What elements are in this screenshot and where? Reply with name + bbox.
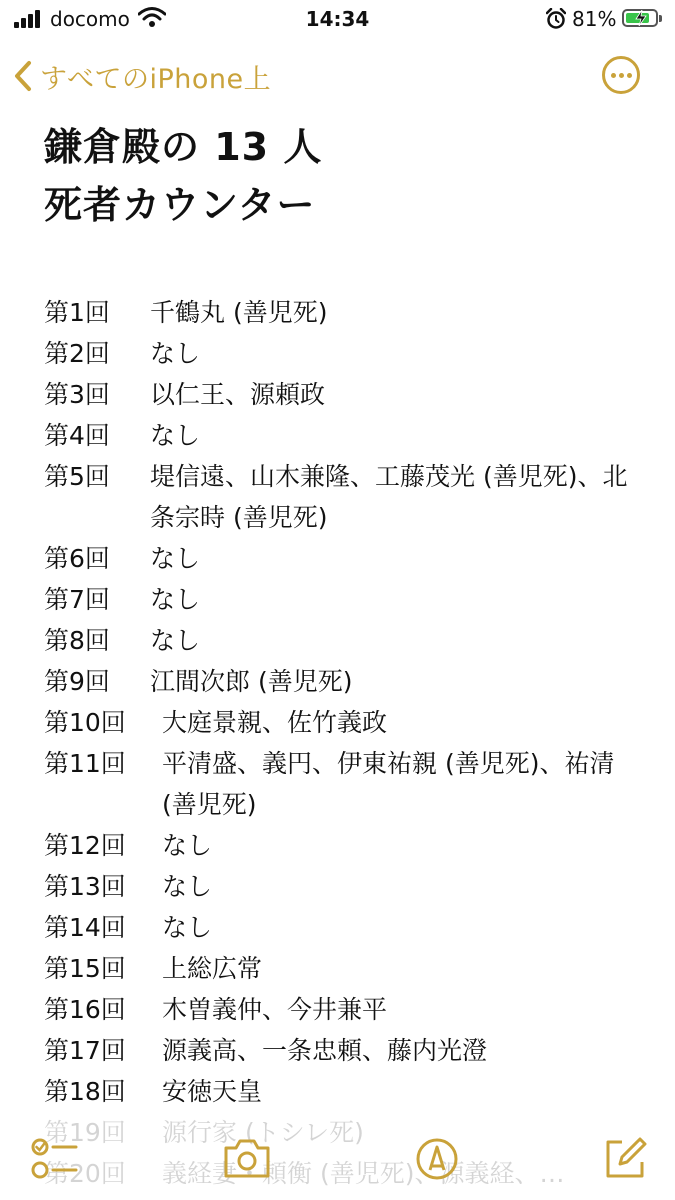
toolbar-backdrop xyxy=(0,1118,675,1200)
episode-label: 第1回 xyxy=(44,298,110,327)
death-names: 源義高、一条忠頼、藤内光澄 xyxy=(162,1036,488,1065)
death-names: 堤信遠、山木兼隆、工藤茂光 (善児死)、北条宗時 (善児死) xyxy=(150,462,628,532)
status-bar xyxy=(0,0,675,40)
episode-label: 第18回 xyxy=(44,1077,126,1106)
death-names: なし xyxy=(150,421,201,450)
death-names: 上総広常 xyxy=(162,954,263,983)
episode-label: 第10回 xyxy=(44,708,126,737)
alarm-icon xyxy=(546,8,566,30)
death-names: 千鶴丸 (善児死) xyxy=(150,298,328,327)
list-item xyxy=(44,825,644,866)
carrier-name: docomo xyxy=(50,7,130,31)
episode-label: 第3回 xyxy=(44,380,110,409)
death-names: 安徳天皇 xyxy=(162,1077,263,1106)
episode-label: 第9回 xyxy=(44,667,110,696)
list-item xyxy=(44,579,644,620)
death-names: 木曽義仲、今井兼平 xyxy=(162,995,388,1024)
note-title-line-1: 鎌倉殿の 13 人 xyxy=(44,125,323,169)
death-names: なし xyxy=(162,913,213,942)
episode-label: 第14回 xyxy=(44,913,126,942)
list-item xyxy=(44,989,644,1030)
episode-label: 第16回 xyxy=(44,995,126,1024)
list-item xyxy=(44,620,644,661)
battery-percent: 81% xyxy=(572,7,617,31)
episode-label: 第2回 xyxy=(44,339,110,368)
episode-label: 第11回 xyxy=(44,749,126,778)
death-names: なし xyxy=(162,872,213,901)
episode-label: 第13回 xyxy=(44,872,126,901)
list-item xyxy=(44,538,644,579)
note-body[interactable] xyxy=(44,292,644,1194)
list-item xyxy=(44,333,644,374)
death-names: 平清盛、義円、伊東祐親 (善児死)、祐清 (善児死) xyxy=(162,749,615,819)
list-item xyxy=(44,1030,644,1071)
episode-label: 第8回 xyxy=(44,626,110,655)
list-item xyxy=(44,702,644,743)
episode-label: 第4回 xyxy=(44,421,110,450)
note-title xyxy=(44,118,322,234)
death-names: なし xyxy=(150,626,201,655)
chevron-left-icon xyxy=(14,60,32,92)
list-item xyxy=(44,415,644,456)
death-names: 以仁王、源頼政 xyxy=(150,380,326,409)
death-names: なし xyxy=(150,544,201,573)
episode-label: 第15回 xyxy=(44,954,126,983)
note-title-line-2: 死者カウンター xyxy=(44,183,316,227)
list-item xyxy=(44,456,644,538)
camera-icon[interactable] xyxy=(222,1136,272,1182)
episode-label: 第7回 xyxy=(44,585,110,614)
battery-cap xyxy=(659,15,662,22)
episode-label: 第17回 xyxy=(44,1036,126,1065)
clock-time: 14:34 xyxy=(305,7,370,31)
list-item xyxy=(44,866,644,907)
checklist-icon[interactable] xyxy=(30,1136,80,1182)
back-button-label: すべてのiPhone上 xyxy=(40,63,272,95)
list-item xyxy=(44,661,644,702)
death-names: 大庭景親、佐竹義政 xyxy=(162,708,388,737)
list-item xyxy=(44,1071,644,1112)
death-names: なし xyxy=(162,831,213,860)
compose-icon[interactable] xyxy=(602,1136,648,1182)
episode-label: 第6回 xyxy=(44,544,110,573)
list-item xyxy=(44,292,644,333)
episode-label: 第5回 xyxy=(44,462,110,491)
list-item xyxy=(44,374,644,415)
death-names: 江間次郎 (善児死) xyxy=(150,667,353,696)
battery-charging-icon xyxy=(622,9,658,27)
markup-pen-icon[interactable] xyxy=(414,1136,460,1182)
death-names: なし xyxy=(150,585,201,614)
more-icon[interactable] xyxy=(602,56,640,94)
death-names: なし xyxy=(150,339,201,368)
back-button[interactable] xyxy=(14,52,271,100)
list-item xyxy=(44,743,644,825)
episode-label: 第12回 xyxy=(44,831,126,860)
list-item xyxy=(44,948,644,989)
list-item xyxy=(44,907,644,948)
